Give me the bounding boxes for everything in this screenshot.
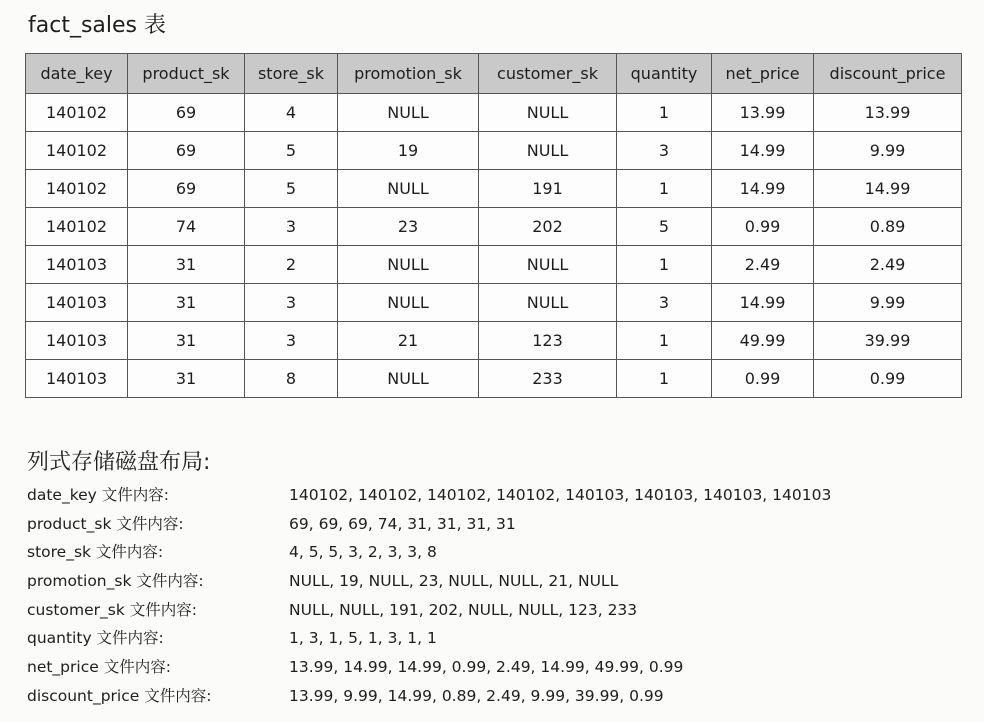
table-cell: 1 bbox=[617, 94, 712, 132]
table-cell: 140103 bbox=[26, 284, 128, 322]
file-content: 69, 69, 69, 74, 31, 31, 31, 31 bbox=[289, 514, 516, 533]
table-cell: 13.99 bbox=[712, 94, 814, 132]
table-cell: NULL bbox=[338, 284, 479, 322]
table-cell: 1 bbox=[617, 360, 712, 398]
table-cell: 140103 bbox=[26, 322, 128, 360]
file-label: net_price 文件内容: bbox=[27, 658, 171, 677]
table-cell: 14.99 bbox=[712, 284, 814, 322]
table-cell: NULL bbox=[338, 170, 479, 208]
column-header: net_price bbox=[712, 54, 814, 94]
table-cell: NULL bbox=[479, 94, 617, 132]
table-cell: 69 bbox=[128, 132, 245, 170]
table-cell: 1 bbox=[617, 246, 712, 284]
table-row bbox=[26, 132, 962, 170]
table-cell: 233 bbox=[479, 360, 617, 398]
table-cell: 31 bbox=[128, 360, 245, 398]
column-header: quantity bbox=[617, 54, 712, 94]
file-content: 1, 3, 1, 5, 1, 3, 1, 1 bbox=[289, 629, 437, 648]
table-cell: 9.99 bbox=[814, 132, 962, 170]
table-cell: 140103 bbox=[26, 246, 128, 284]
table-cell: NULL bbox=[338, 360, 479, 398]
table-cell: 0.99 bbox=[814, 360, 962, 398]
table-cell: 14.99 bbox=[712, 132, 814, 170]
table-cell: 31 bbox=[128, 284, 245, 322]
table-cell: 0.89 bbox=[814, 208, 962, 246]
table-cell: NULL bbox=[479, 284, 617, 322]
table-cell: 2.49 bbox=[814, 246, 962, 284]
table-row bbox=[26, 94, 962, 132]
table-cell: NULL bbox=[479, 246, 617, 284]
file-content: 13.99, 14.99, 14.99, 0.99, 2.49, 14.99, 49.99, 0.99 bbox=[289, 658, 684, 677]
table-cell: 74 bbox=[128, 208, 245, 246]
table-cell: 49.99 bbox=[712, 322, 814, 360]
file-content: 4, 5, 5, 3, 2, 3, 3, 8 bbox=[289, 543, 437, 562]
table-cell: 191 bbox=[479, 170, 617, 208]
table-cell: 9.99 bbox=[814, 284, 962, 322]
table-cell: NULL bbox=[338, 246, 479, 284]
table-cell: 39.99 bbox=[814, 322, 962, 360]
table-cell: 0.99 bbox=[712, 360, 814, 398]
table-cell: 5 bbox=[245, 132, 338, 170]
table-row bbox=[26, 284, 962, 322]
table-cell: 5 bbox=[245, 170, 338, 208]
table-cell: 202 bbox=[479, 208, 617, 246]
column-header: promotion_sk bbox=[338, 54, 479, 94]
column-header: date_key bbox=[26, 54, 128, 94]
table-cell: NULL bbox=[338, 94, 479, 132]
column-header: product_sk bbox=[128, 54, 245, 94]
table-cell: 14.99 bbox=[814, 170, 962, 208]
table-cell: 1 bbox=[617, 170, 712, 208]
file-label: quantity 文件内容: bbox=[27, 629, 164, 648]
table-cell: 3 bbox=[245, 322, 338, 360]
table-cell: 140102 bbox=[26, 94, 128, 132]
column-header: customer_sk bbox=[479, 54, 617, 94]
table-cell: 21 bbox=[338, 322, 479, 360]
table-cell: 23 bbox=[338, 208, 479, 246]
table-row bbox=[26, 208, 962, 246]
table-cell: 3 bbox=[245, 208, 338, 246]
fact-sales-table bbox=[25, 53, 962, 398]
file-content: NULL, 19, NULL, 23, NULL, NULL, 21, NULL bbox=[289, 572, 619, 591]
table-cell: 5 bbox=[617, 208, 712, 246]
table-cell: 2 bbox=[245, 246, 338, 284]
file-label: product_sk 文件内容: bbox=[27, 514, 184, 533]
table-cell: 31 bbox=[128, 246, 245, 284]
table-row bbox=[26, 360, 962, 398]
table-cell: 3 bbox=[617, 132, 712, 170]
table-cell: 140102 bbox=[26, 170, 128, 208]
table-row bbox=[26, 170, 962, 208]
table-cell: 123 bbox=[479, 322, 617, 360]
table-cell: 1 bbox=[617, 322, 712, 360]
file-label: customer_sk 文件内容: bbox=[27, 600, 197, 619]
table-cell: 0.99 bbox=[712, 208, 814, 246]
file-label: store_sk 文件内容: bbox=[27, 543, 164, 562]
table-cell: 19 bbox=[338, 132, 479, 170]
file-content: 140102, 140102, 140102, 140102, 140103, 140103, 140103, 140103 bbox=[289, 486, 832, 504]
layout-title: 列式存储磁盘布局: bbox=[27, 450, 211, 475]
table-cell: 14.99 bbox=[712, 170, 814, 208]
file-label: promotion_sk 文件内容: bbox=[27, 572, 204, 591]
table-title: fact_sales 表 bbox=[28, 13, 166, 38]
table-cell: NULL bbox=[479, 132, 617, 170]
column-header: discount_price bbox=[814, 54, 962, 94]
table-header-row bbox=[26, 54, 962, 94]
file-content: NULL, NULL, 191, 202, NULL, NULL, 123, 233 bbox=[289, 600, 638, 619]
table-cell: 8 bbox=[245, 360, 338, 398]
table-cell: 4 bbox=[245, 94, 338, 132]
file-content: 13.99, 9.99, 14.99, 0.89, 2.49, 9.99, 39.99, 0.99 bbox=[289, 686, 664, 705]
file-label: discount_price 文件内容: bbox=[27, 686, 212, 705]
table-cell: 13.99 bbox=[814, 94, 962, 132]
table-cell: 140103 bbox=[26, 360, 128, 398]
table-cell: 31 bbox=[128, 322, 245, 360]
table-cell: 140102 bbox=[26, 132, 128, 170]
table-cell: 3 bbox=[245, 284, 338, 322]
table-row bbox=[26, 322, 962, 360]
table-cell: 69 bbox=[128, 170, 245, 208]
file-label: date_key 文件内容: bbox=[27, 486, 169, 504]
table-cell: 3 bbox=[617, 284, 712, 322]
table-cell: 140102 bbox=[26, 208, 128, 246]
table-cell: 2.49 bbox=[712, 246, 814, 284]
column-header: store_sk bbox=[245, 54, 338, 94]
table-cell: 69 bbox=[128, 94, 245, 132]
table-row bbox=[26, 246, 962, 284]
